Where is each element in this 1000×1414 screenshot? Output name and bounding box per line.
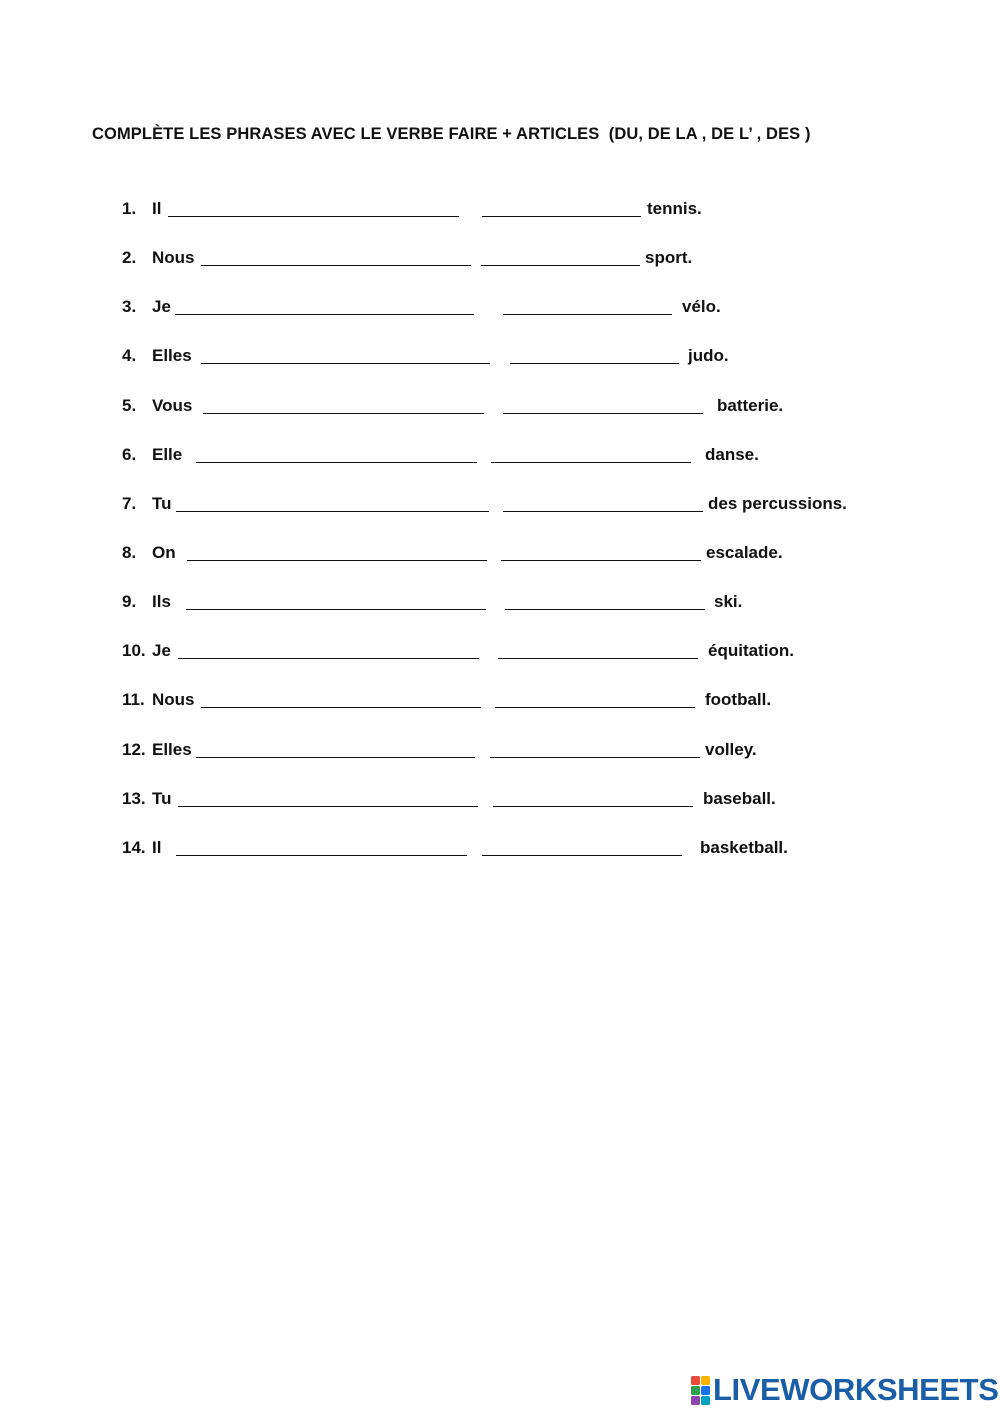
article-blank[interactable]	[503, 413, 703, 414]
verb-blank[interactable]	[196, 462, 477, 463]
verb-blank[interactable]	[196, 757, 475, 758]
article-blank[interactable]	[498, 658, 698, 659]
item-ending: ski.	[714, 592, 743, 611]
item-number: 12.	[122, 740, 146, 759]
item-ending: équitation.	[708, 641, 794, 660]
logo-tiles-icon	[691, 1376, 710, 1405]
item-ending: vélo.	[682, 297, 721, 316]
exercise-row-14	[0, 838, 1000, 862]
logo-tile	[701, 1376, 710, 1385]
item-number: 6.	[122, 445, 137, 464]
item-ending: tennis.	[647, 199, 702, 218]
verb-blank[interactable]	[187, 560, 487, 561]
verb-blank[interactable]	[176, 855, 467, 856]
item-number: 8.	[122, 543, 137, 562]
item-ending: danse.	[705, 445, 759, 464]
article-blank[interactable]	[482, 216, 641, 217]
article-blank[interactable]	[503, 511, 703, 512]
item-ending: basketball.	[700, 838, 788, 857]
item-subject: Je	[152, 641, 171, 660]
verb-blank[interactable]	[178, 658, 479, 659]
item-subject: Elle	[152, 445, 183, 464]
item-subject: Nous	[152, 248, 195, 267]
exercise-row-3	[0, 297, 1000, 321]
exercise-row-10	[0, 641, 1000, 665]
article-blank[interactable]	[495, 707, 695, 708]
item-ending: football.	[705, 690, 772, 709]
item-number: 14.	[122, 838, 146, 857]
item-ending: des percussions.	[708, 494, 847, 513]
item-subject: Je	[152, 297, 171, 316]
item-subject: Vous	[152, 396, 193, 415]
item-subject: Il	[152, 199, 162, 218]
logo-tile	[701, 1386, 710, 1395]
article-blank[interactable]	[501, 560, 701, 561]
item-ending: baseball.	[703, 789, 776, 808]
item-ending: escalade.	[706, 543, 783, 562]
item-subject: Tu	[152, 789, 172, 808]
item-number: 10.	[122, 641, 146, 660]
item-subject: Tu	[152, 494, 172, 513]
item-ending: batterie.	[717, 396, 784, 415]
item-number: 5.	[122, 396, 137, 415]
article-blank[interactable]	[482, 855, 682, 856]
verb-blank[interactable]	[201, 265, 471, 266]
logo-tile	[691, 1396, 700, 1405]
exercise-row-13	[0, 789, 1000, 813]
article-blank[interactable]	[505, 609, 705, 610]
logo-text: LIVEWORKSHEETS	[713, 1372, 999, 1407]
verb-blank[interactable]	[201, 363, 490, 364]
exercise-row-5	[0, 396, 1000, 420]
article-blank[interactable]	[490, 757, 700, 758]
exercise-row-2	[0, 248, 1000, 272]
liveworksheets-logo[interactable]	[691, 1373, 998, 1407]
item-subject: Elles	[152, 740, 192, 759]
exercise-row-9	[0, 592, 1000, 616]
item-ending: judo.	[688, 346, 729, 365]
item-subject: On	[152, 543, 176, 562]
verb-blank[interactable]	[203, 413, 484, 414]
article-blank[interactable]	[510, 363, 679, 364]
exercise-row-11	[0, 690, 1000, 714]
item-ending: sport.	[645, 248, 693, 267]
exercise-row-7	[0, 494, 1000, 518]
exercise-row-8	[0, 543, 1000, 567]
exercise-row-12	[0, 740, 1000, 764]
item-number: 9.	[122, 592, 137, 611]
item-subject: Il	[152, 838, 162, 857]
item-number: 4.	[122, 346, 137, 365]
exercise-row-6	[0, 445, 1000, 469]
item-subject: Nous	[152, 690, 195, 709]
item-number: 13.	[122, 789, 146, 808]
article-blank[interactable]	[481, 265, 640, 266]
item-ending: volley.	[705, 740, 757, 759]
article-blank[interactable]	[491, 462, 691, 463]
logo-tile	[691, 1386, 700, 1395]
verb-blank[interactable]	[168, 216, 459, 217]
logo-tile	[701, 1396, 710, 1405]
logo-tile	[691, 1376, 700, 1385]
article-blank[interactable]	[493, 806, 693, 807]
verb-blank[interactable]	[178, 806, 478, 807]
worksheet-title: COMPLÈTE LES PHRASES AVEC LE VERBE FAIRE + ARTICLES (DU, DE LA , DE L’ , DES )	[92, 125, 811, 143]
item-number: 3.	[122, 297, 137, 316]
verb-blank[interactable]	[201, 707, 481, 708]
verb-blank[interactable]	[176, 511, 489, 512]
verb-blank[interactable]	[175, 314, 474, 315]
item-number: 7.	[122, 494, 137, 513]
article-blank[interactable]	[503, 314, 672, 315]
item-subject: Ils	[152, 592, 171, 611]
exercise-row-1	[0, 199, 1000, 223]
verb-blank[interactable]	[186, 609, 486, 610]
exercise-row-4	[0, 346, 1000, 370]
item-subject: Elles	[152, 346, 192, 365]
item-number: 2.	[122, 248, 137, 267]
item-number: 1.	[122, 199, 137, 218]
item-number: 11.	[122, 690, 145, 709]
